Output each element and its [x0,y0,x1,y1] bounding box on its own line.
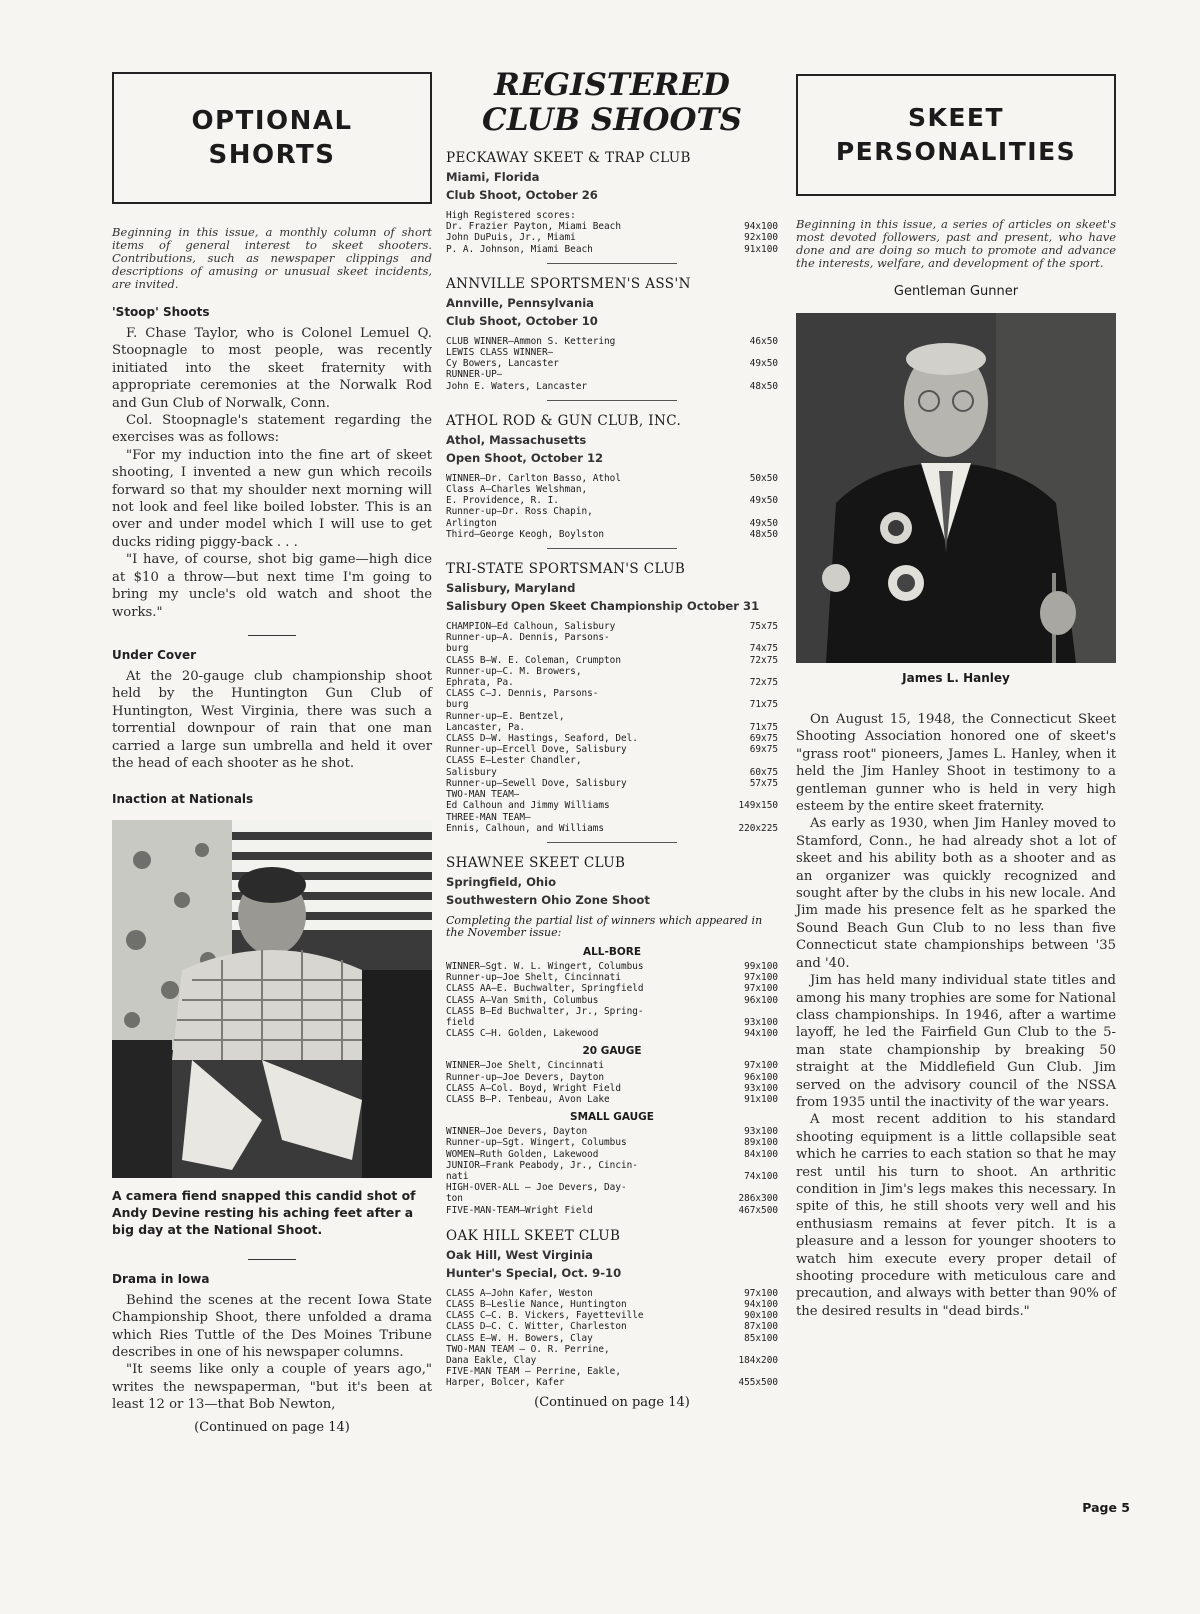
result-score: 71x75 [749,699,778,711]
result-name: CLASS B—Ed Buchwalter, Jr., Spring- [446,1005,644,1017]
result-score: 149x150 [738,800,778,812]
club-event: Hunter's Special, Oct. 9-10 [446,1265,622,1280]
result-name: CLASS C—J. Dennis, Parsons- [446,688,599,700]
stoop-shoots-paragraph-1: F. Chase Taylor, who is Colonel Lemuel Q. Stoopnagle to most people, was recently initiated into the skeet fraternity with appropriate ceremonies at the Norwalk Rod and Gun Club of Norwalk, Conn. [112,326,432,411]
result-name: CLASS C—H. Golden, Lakewood [446,1028,599,1040]
result-name: CLASS A—Van Smith, Columbus [446,994,599,1006]
result-name: FIVE-MAN-TEAM—Wright Field [446,1204,593,1216]
result-score: 46x50 [749,335,778,347]
result-row [446,1355,778,1366]
result-row [446,995,778,1006]
optional-shorts-title-box [112,72,432,204]
result-row [446,210,778,221]
optional-shorts-title-line1: OPTIONAL [191,106,353,136]
result-row [446,812,778,823]
result-score: 49x50 [749,358,778,370]
james-hanley-photo-image [796,313,1116,663]
result-row [446,221,778,232]
hanley-paragraph-3: Jim has held many individual state titles and among his many trophies are some for National class championships. In 1946, after a wartime layoff, he led the Fairfield Gun Club to the 5-man state championship by breaking 50 straight at the Middlefield Gun Club. Jim served on the advisory council of the NSSA from 1935 until the inactivity of the war years. [796,973,1116,1110]
result-name: WINNER—Joe Shelt, Cincinnati [446,1060,605,1072]
club-location: Salisbury, Maryland [446,581,576,596]
skeet-personalities-title-box [796,74,1116,196]
result-score: 84x100 [744,1148,778,1160]
result-name: WINNER—Joe Devers, Dayton [446,1126,588,1138]
result-name: Class A—Charles Welshman, [446,484,588,496]
result-row [446,358,778,369]
result-name: CLASS B—W. E. Coleman, Crumpton [446,654,621,666]
stoop-shoots-paragraph-2: Col. Stoopnagle's statement regarding the exercises was as follows: [112,413,432,446]
result-score [772,632,778,643]
result-row [446,755,778,766]
result-row [446,688,778,699]
club-location: Springfield, Ohio [446,874,557,889]
club-event: Club Shoot, October 10 [446,313,598,328]
result-name: FIVE-MAN TEAM — Perrine, Eakle, [446,1366,621,1378]
result-name: CLASS A—Col. Boyd, Wright Field [446,1082,621,1094]
result-score [772,1006,778,1017]
result-row [446,1094,778,1105]
result-score: 69x75 [749,744,778,756]
club-location: Oak Hill, West Virginia [446,1247,593,1262]
skeet-personalities-column [796,60,1116,1320]
club-name: PECKAWAY SKEET & TRAP CLUB [446,150,691,166]
result-name: CLASS D—W. Hastings, Seaford, Del. [446,733,638,745]
result-score: 72x75 [749,677,778,689]
result-score: 91x100 [744,1093,778,1105]
result-score: 94x100 [744,1028,778,1040]
result-row [446,972,778,983]
result-name: Dr. Frazier Payton, Miami Beach [446,221,621,233]
result-row [446,1149,778,1160]
result-row [446,1072,778,1083]
result-row [446,699,778,710]
result-score [772,666,778,677]
results-list [446,1126,778,1216]
optional-shorts-intro: Beginning in this issue, a monthly column of short items of general interest to skeet shooters. Contributions, such as newspaper clippings and descriptions of amusing or unusual skeet incidents, are invited. [112,225,432,291]
result-row [446,1137,778,1148]
registered-club-shoots-title-line1: REGISTERED [494,67,730,103]
club-divider [547,548,677,549]
page-number: Page 5 [1082,1500,1130,1515]
result-score: 97x100 [744,972,778,984]
result-row [446,666,778,677]
result-row [446,1028,778,1039]
result-score: 97x100 [744,1287,778,1299]
result-name: E. Providence, R. I. [446,495,559,507]
result-score: 91x100 [744,243,778,255]
club-note: Completing the partial list of winners which appeared in the November issue: [446,913,763,940]
result-row [446,347,778,358]
result-row [446,823,778,834]
club-name: TRI-STATE SPORTSMAN'S CLUB [446,561,686,578]
result-name: Runner-up—Sewell Dove, Salisbury [446,777,627,789]
result-score: 286x300 [738,1193,778,1205]
result-name: Runner-up—E. Bentzel, [446,710,565,722]
result-name: John DuPuis, Jr., Miami [446,232,576,244]
andy-devine-photo-image [112,820,432,1178]
result-row [446,1171,778,1182]
continued-note: (Continued on page 14) [194,1419,350,1435]
result-score: 87x100 [744,1321,778,1333]
result-score [772,484,778,495]
result-name: CLASS E—W. H. Bowers, Clay [446,1332,593,1344]
registered-club-shoots-column [446,60,778,1410]
drama-in-iowa-heading: Drama in Iowa [112,1271,210,1286]
result-name: Third—George Keogh, Boylston [446,528,605,540]
result-row [446,800,778,811]
club-name: OAK HILL SKEET CLUB [446,1227,621,1244]
result-score: 57x75 [749,777,778,789]
result-row [446,1006,778,1017]
inaction-at-nationals-heading: Inaction at Nationals [112,792,254,807]
results-subheading: SMALL GAUGE [570,1111,654,1124]
results-list [446,961,778,1039]
result-name: CLUB WINNER—Ammon S. Kettering [446,335,616,347]
result-name: CLASS A—John Kafer, Weston [446,1287,593,1299]
result-score: 69x75 [749,733,778,745]
result-name: TWO-MAN TEAM— [446,789,520,801]
club-name: SHAWNEE SKEET CLUB [446,854,626,871]
result-score: 93x100 [744,1016,778,1028]
result-row [446,1333,778,1344]
result-row [446,767,778,778]
result-name: Runner-up—C. M. Browers, [446,665,582,677]
result-score [772,1366,778,1377]
club-divider [547,400,677,401]
result-row [446,643,778,654]
result-row [446,1060,778,1071]
result-score: 92x100 [744,232,778,244]
andy-devine-photo [112,820,432,1178]
result-score: 96x100 [744,1071,778,1083]
result-score: 75x75 [749,621,778,633]
club-event: Club Shoot, October 26 [446,188,598,202]
club-event: Salisbury Open Skeet Championship October 31 [446,599,760,614]
results-list [446,210,778,255]
result-score [772,506,778,517]
result-name: burg [446,643,469,655]
club-divider [547,263,677,264]
result-score: 97x100 [744,1060,778,1072]
result-name: JUNIOR—Frank Peabody, Jr., Cincin- [446,1159,638,1171]
result-row [446,518,778,529]
result-row [446,961,778,972]
result-name: CLASS AA—E. Buchwalter, Springfield [446,983,644,995]
result-score: 72x75 [749,654,778,666]
club-location: Annville, Pennsylvania [446,295,594,310]
result-score: 93x100 [744,1082,778,1094]
result-row [446,1193,778,1204]
registered-club-shoots-title [446,68,778,138]
club-divider [547,842,677,843]
continued-note: (Continued on page 14) [534,1394,690,1410]
result-score [772,1182,778,1193]
results-subheading: ALL-BORE [582,945,642,958]
result-score [772,347,778,358]
result-score [772,711,778,722]
hanley-paragraph-1: On August 15, 1948, the Connecticut Skeet Shooting Association honored one of skeet's "grass root" pioneers, James L. Hanley, when it held the Jim Hanley Shoot in testimony to a gentleman gunner who is held in very high esteem by the entire skeet fraternity. [796,712,1116,815]
result-name: Harper, Bolcer, Kafer [446,1377,565,1389]
results-list [446,621,778,834]
skeet-personalities-intro: Beginning in this issue, a series of articles on skeet's most devoted followers, past and present, who have done and are doing so much to promote and advance the interests, welfare, and development of the sport. [796,217,1116,270]
result-score: 50x50 [749,472,778,484]
result-name: WINNER—Sgt. W. L. Wingert, Columbus [446,960,644,972]
result-row [446,1288,778,1299]
stoop-shoots-paragraph-3: "For my induction into the fine art of skeet shooting, I invented a new gun which recoils forward so that my shoulder next morning will not look and feel like boiled lobster. This is an over and under model which I will use to get ducks riding piggy-back . . . [112,447,432,550]
result-name: Ed Calhoun and Jimmy Williams [446,800,610,812]
result-row [446,1160,778,1171]
result-row [446,655,778,666]
stoop-shoots-paragraph-4: "I have, of course, shot big game—high dice at $10 a throw—but next time I'm going to bring my uncle's old watch and shoot the works." [112,552,432,620]
result-name: LEWIS CLASS WINNER— [446,347,554,359]
result-score [772,688,778,699]
result-score: 93x100 [744,1126,778,1138]
result-name: field [446,1016,475,1028]
club-location: Athol, Massachusetts [446,432,587,447]
result-score [772,1344,778,1355]
result-name: CLASS B—P. Tenbeau, Avon Lake [446,1093,610,1105]
result-name: burg [446,699,469,711]
skeet-personalities-title-line2: PERSONALITIES [835,137,1077,166]
stoop-shoots-heading: 'Stoop' Shoots [112,305,210,319]
result-row [446,1126,778,1137]
result-score: 89x100 [744,1137,778,1149]
result-row [446,506,778,517]
result-name: John E. Waters, Lancaster [446,380,588,392]
result-row [446,621,778,632]
result-name: Arlington [446,517,497,529]
result-row [446,369,778,380]
result-row [446,1182,778,1193]
results-list [446,1060,778,1105]
result-name: Runner-up—A. Dennis, Parsons- [446,632,610,644]
result-score: 85x100 [744,1332,778,1344]
result-row [446,1299,778,1310]
result-score: 94x100 [744,221,778,233]
result-row [446,778,778,789]
result-row [446,1083,778,1094]
result-score [772,210,778,221]
under-cover-heading: Under Cover [112,647,197,662]
section-divider [248,1259,296,1260]
club-name: ANNVILLE SPORTSMEN'S ASS'N [446,275,691,292]
result-score [772,789,778,800]
result-score: 74x100 [744,1170,778,1182]
result-row [446,789,778,800]
results-list [446,473,778,540]
result-name: ton [446,1193,463,1205]
result-row [446,711,778,722]
result-name: CLASS B—Leslie Nance, Huntington [446,1298,627,1310]
result-row [446,1366,778,1377]
result-score: 184x200 [738,1354,778,1366]
result-score: 94x100 [744,1298,778,1310]
result-score [772,812,778,823]
result-score: 467x500 [738,1204,778,1216]
result-name: Runner-up—Sgt. Wingert, Columbus [446,1137,627,1149]
result-score: 71x75 [749,721,778,733]
result-score: 96x100 [744,994,778,1006]
andy-devine-photo-caption: A camera fiend snapped this candid shot of Andy Devine resting his aching feet after a big day at the National Shoot. [112,1188,416,1237]
hanley-paragraph-2: As early as 1930, when Jim Hanley moved to Stamford, Conn., he had already shot a lot of skeet and his ability both as a shooter and as an organizer was quickly recognized and sought after by the clubs in his new locale. And Jim made his presence felt as he sparked the Sound Beach Gun Club to no less than five Connecticut state championships between '35 and '40. [796,816,1116,971]
results-list [446,1288,778,1389]
result-name: Salisbury [446,766,497,778]
result-row [446,722,778,733]
result-score [772,1160,778,1171]
result-name: High Registered scores: [446,210,576,221]
drama-in-iowa-paragraph-2: "It seems like only a couple of years ago," writes the newspaperman, "but it's been at least 12 or 13—that Bob Newton, [112,1362,432,1413]
result-score: 90x100 [744,1310,778,1322]
result-name: Runner-up—Joe Shelt, Cincinnati [446,972,621,984]
drama-in-iowa-paragraph-1: Behind the scenes at the recent Iowa State Championship Shoot, there unfolded a drama which Ries Tuttle of the Des Moines Tribune describes in one of his newspaper columns. [112,1292,432,1360]
result-name: Lancaster, Pa. [446,721,526,733]
result-row [446,1205,778,1216]
result-row [446,529,778,540]
result-name: Cy Bowers, Lancaster [446,358,559,370]
result-row [446,473,778,484]
result-row [446,1310,778,1321]
result-name: TWO-MAN TEAM — O. R. Perrine, [446,1343,610,1355]
result-row [446,244,778,255]
result-score: 99x100 [744,960,778,972]
result-name: RUNNER-UP— [446,369,503,381]
result-row [446,677,778,688]
skeet-personalities-title-line1: SKEET [907,103,1005,132]
result-row [446,733,778,744]
registered-club-shoots-title-line2: CLUB SHOOTS [482,102,742,138]
result-row [446,381,778,392]
result-row [446,484,778,495]
result-row [446,1321,778,1332]
james-hanley-photo-caption: James L. Hanley [902,671,1010,685]
under-cover-paragraph: At the 20-gauge club championship shoot held by the Huntington Gun Club of Huntington, West Virginia, there was such a torrential downpour of rain that one man carried a large sun umbrella and held it over the head of each shooter as he shot. [112,668,432,771]
optional-shorts-title-line2: SHORTS [208,140,336,170]
result-row [446,632,778,643]
result-name: CLASS D—C. C. Witter, Charleston [446,1321,627,1333]
results-list [446,336,778,392]
result-name: WINNER—Dr. Carlton Basso, Athol [446,472,621,484]
result-score [772,755,778,766]
result-name: CLASS E—Lester Chandler, [446,755,582,767]
result-score: 49x50 [749,517,778,529]
result-score: 74x75 [749,643,778,655]
james-hanley-photo [796,313,1116,663]
results-subheading: 20 GAUGE [582,1045,642,1058]
result-name: Dana Eakle, Clay [446,1354,537,1366]
club-event: Open Shoot, October 12 [446,450,604,465]
result-name: nati [446,1170,469,1182]
result-row [446,1344,778,1355]
result-score: 455x500 [738,1377,778,1389]
result-name: HIGH-OVER-ALL — Joe Devers, Day- [446,1182,627,1194]
result-score: 49x50 [749,495,778,507]
result-score [772,369,778,380]
hanley-paragraph-4: A most recent addition to his standard shooting equipment is a little collapsible seat which he carries to each station so that he may rest until his turn to shoot. An arthritic condition in Jim's legs makes this necessary. In spite of this, he still shoots very well and his enthusiasm remains at fever pitch. It is a pleasure and a lesson for younger shooters to watch him execute every proper detail of shooting procedure with meticulous care and precaution, and always with better than 90% of the desired results in "dead birds." [796,1112,1116,1319]
result-score: 48x50 [749,528,778,540]
gentleman-gunner-heading: Gentleman Gunner [893,284,1019,299]
club-name: ATHOL ROD & GUN CLUB, INC. [446,412,682,429]
result-name: Ephrata, Pa. [446,677,514,689]
result-name: Ennis, Calhoun, and Williams [446,822,605,834]
result-row [446,495,778,506]
optional-shorts-column [112,60,432,1435]
result-name: WOMEN—Ruth Golden, Lakewood [446,1148,599,1160]
result-name: Runner-up—Dr. Ross Chapin, [446,506,593,518]
result-row [446,232,778,243]
result-score: 48x50 [749,380,778,392]
result-name: Runner-up—Ercell Dove, Salisbury [446,744,627,756]
result-name: Runner-up—Joe Devers, Dayton [446,1071,605,1083]
result-name: CLASS C—C. B. Vickers, Fayetteville [446,1310,644,1322]
result-score: 97x100 [744,983,778,995]
result-name: P. A. Johnson, Miami Beach [446,243,593,255]
result-score: 220x225 [738,822,778,834]
result-name: CHAMPION—Ed Calhoun, Salisbury [446,621,616,633]
result-row [446,983,778,994]
club-location: Miami, Florida [446,170,540,184]
result-row [446,1017,778,1028]
result-name: THREE-MAN TEAM— [446,811,531,823]
section-divider [248,635,296,636]
result-row [446,336,778,347]
result-row [446,744,778,755]
club-event: Southwestern Ohio Zone Shoot [446,892,650,907]
result-row [446,1377,778,1388]
result-score: 60x75 [749,766,778,778]
